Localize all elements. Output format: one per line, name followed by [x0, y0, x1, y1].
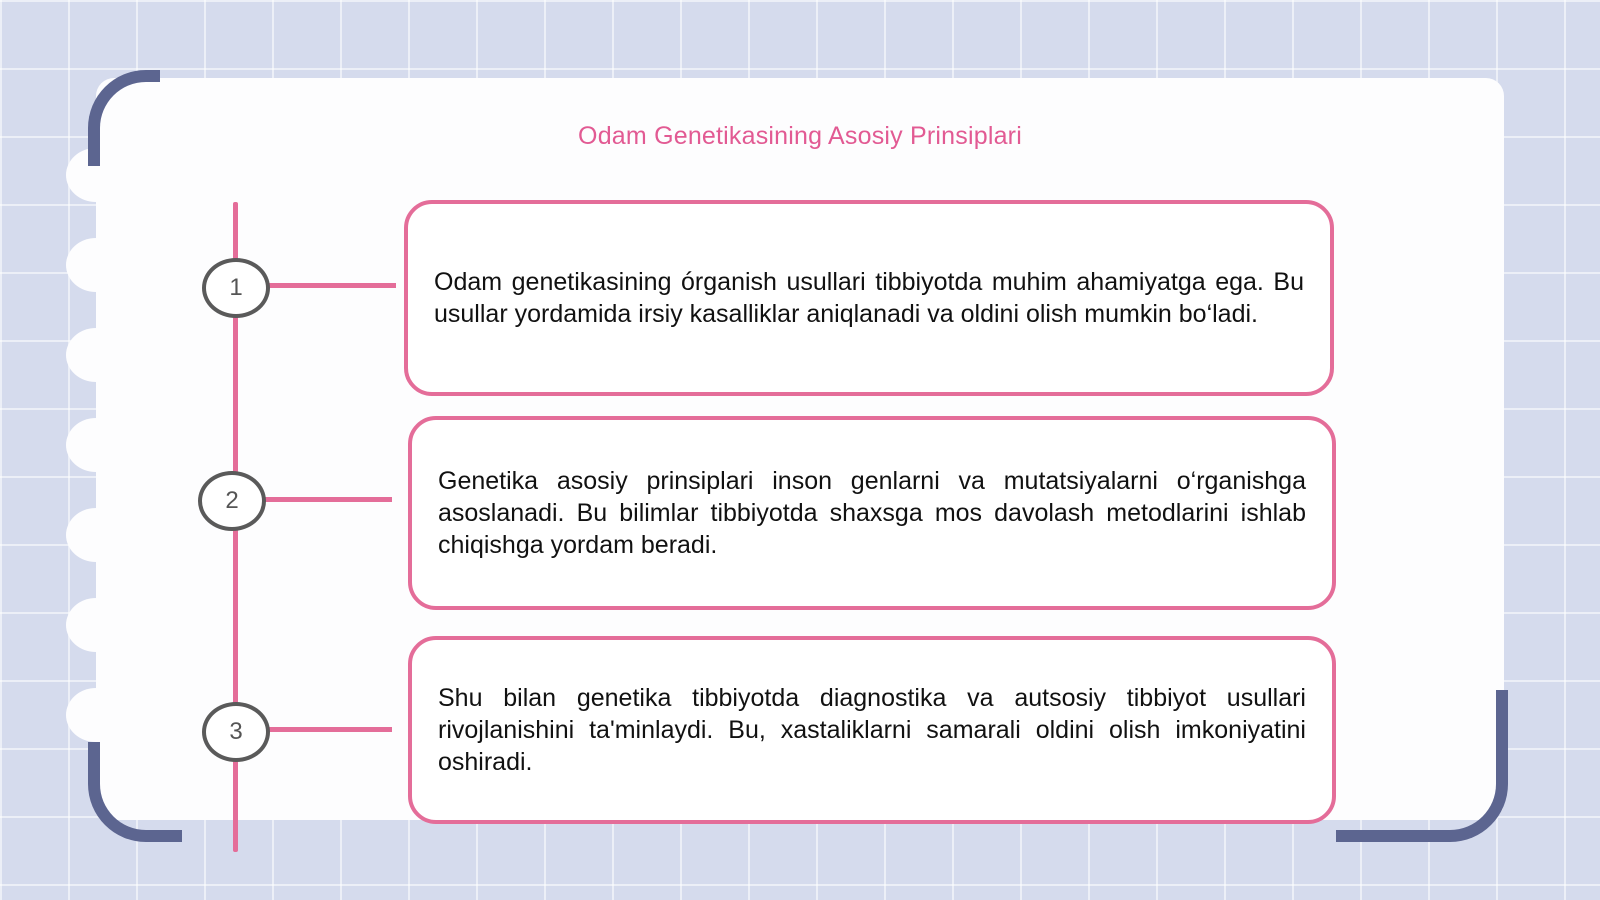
step-card — [404, 200, 1334, 396]
step-number-badge — [202, 702, 270, 762]
slide-title: Odam Genetikasining Asosiy Prinsiplari — [578, 122, 1022, 150]
card-scallop — [66, 418, 126, 472]
step-number: 2 — [225, 487, 239, 514]
card-scallop — [66, 238, 126, 292]
corner-bracket-bottom-right — [1336, 690, 1508, 842]
timeline-connector — [268, 727, 392, 732]
card-scallop — [66, 688, 126, 742]
step-text: Genetika asosiy prinsiplari inson genlarni va mutatsiyalarni o‘rganishga asoslanadi. Bu bilimlar tibbiyotda shaxsga mos davolash metodlarini ishlab chiqishga yordam beradi. — [438, 467, 1306, 559]
card-scallop — [66, 598, 126, 652]
step-number-badge — [202, 258, 270, 318]
step-number: 1 — [229, 274, 243, 301]
step-text: Shu bilan genetika tibbiyotda diagnostika va autsosiy tibbiyot usullari rivojlanishini ta'minlaydi. Bu, xastaliklarni samarali oldini olish imkoniyatini oshiradi. — [438, 684, 1306, 776]
step-card — [408, 416, 1336, 610]
step-card — [408, 636, 1336, 824]
card-scallop — [66, 328, 126, 382]
step-number: 3 — [229, 718, 243, 745]
timeline-connector — [268, 283, 396, 288]
timeline-connector — [264, 497, 392, 502]
step-number-badge — [198, 471, 266, 531]
step-text: Odam genetikasining órganish usullari tibbiyotda muhim ahamiyatga ega. Bu usullar yordamida irsiy kasalliklar aniqlanadi va oldini olish mumkin bo‘ladi. — [434, 268, 1304, 328]
card-scallop — [66, 508, 126, 562]
corner-bracket-bottom-left — [88, 742, 182, 842]
